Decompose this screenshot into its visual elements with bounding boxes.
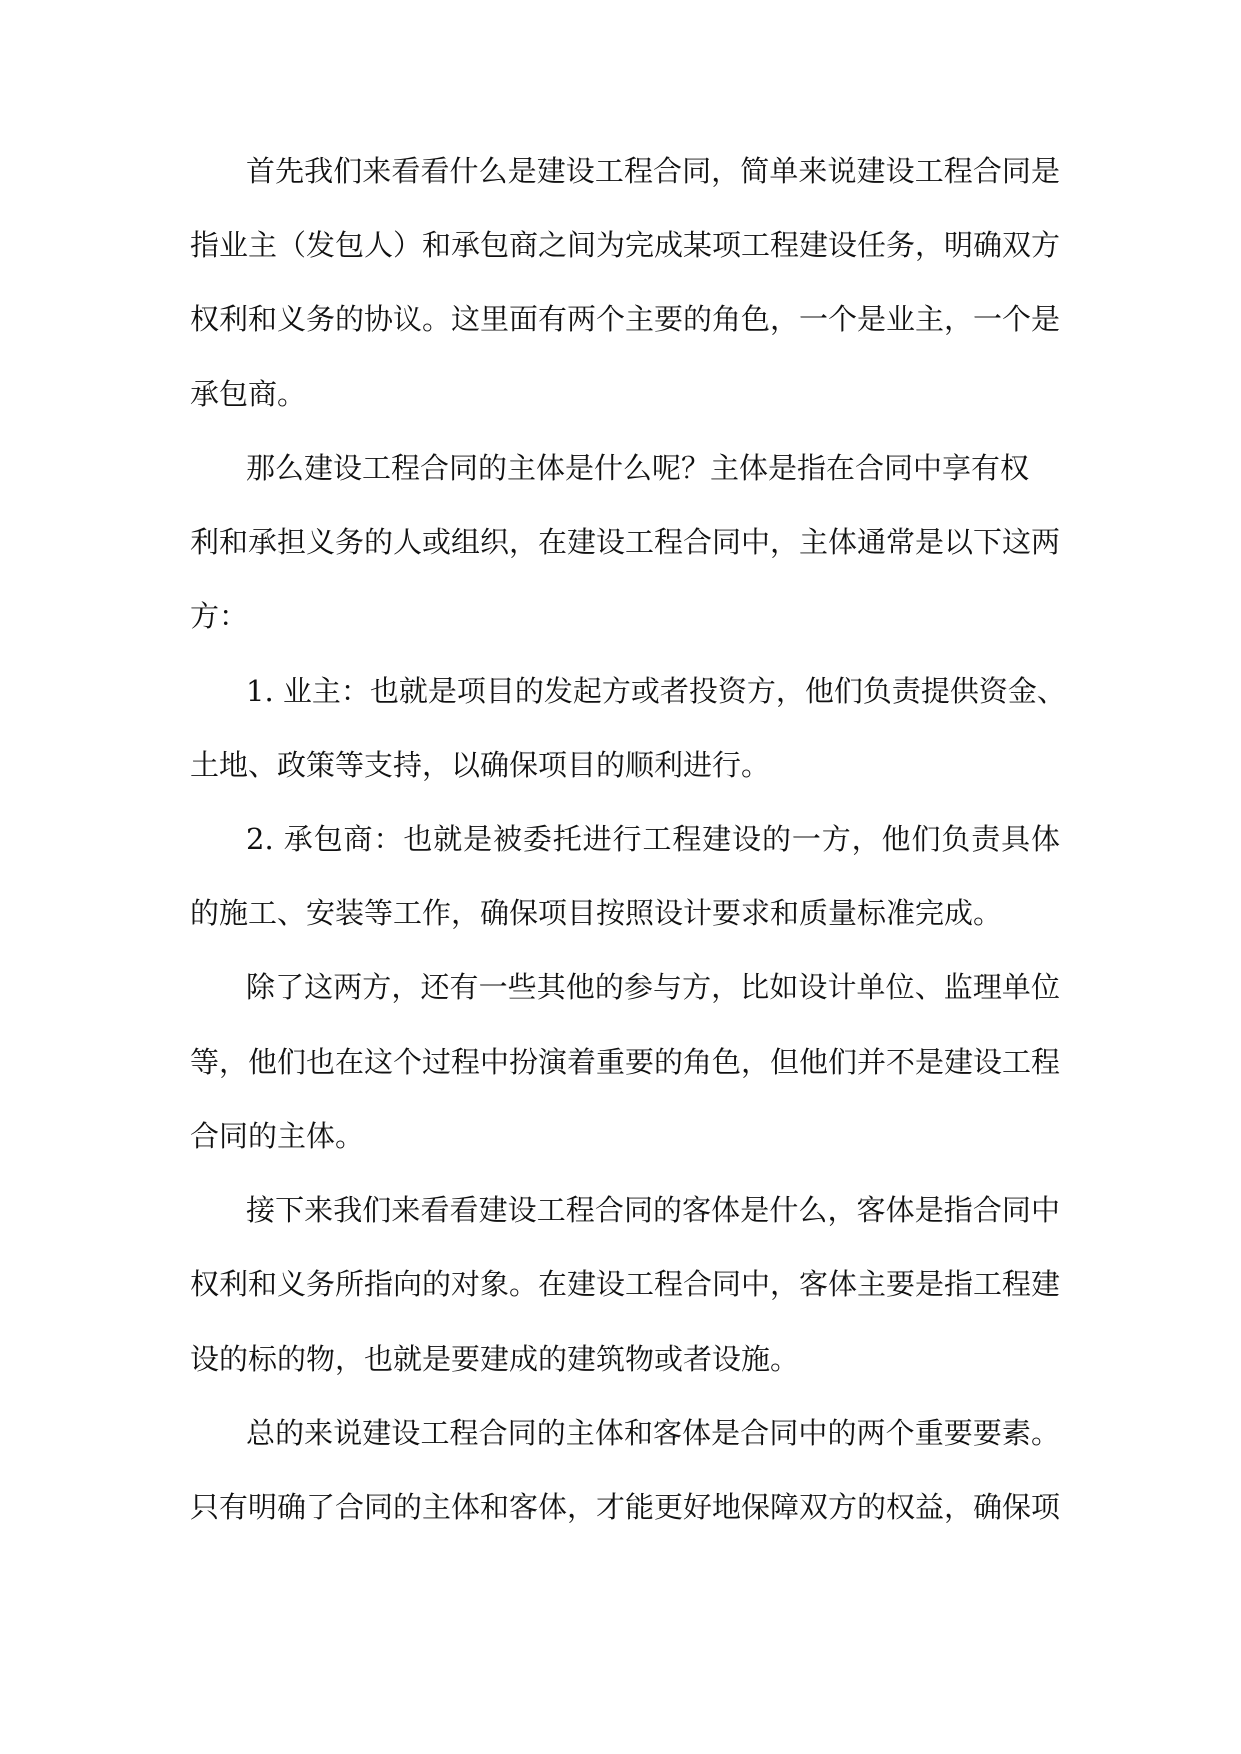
paragraph-1-line-1: 首先我们来看看什么是建设工程合同，简单来说建设工程合同是 — [246, 154, 1060, 188]
paragraph-4-line-1: 接下来我们来看看建设工程合同的客体是什么，客体是指合同中 — [246, 1193, 1060, 1227]
paragraph-5-line-2: 只有明确了合同的主体和客体，才能更好地保障双方的权益，确保项 — [190, 1490, 1061, 1524]
paragraph-3-line-1: 除了这两方，还有一些其他的参与方，比如设计单位、监理单位 — [246, 970, 1060, 1004]
list-item-1-line-1: 1. 业主：也就是项目的发起方或者投资方，他们负责提供资金、 — [246, 674, 1066, 708]
paragraph-1-line-4: 承包商。 — [190, 377, 307, 411]
paragraph-4-line-3: 设的标的物，也就是要建成的建筑物或者设施。 — [190, 1342, 800, 1376]
paragraph-3-line-3: 合同的主体。 — [190, 1119, 365, 1153]
paragraph-4-line-2: 权利和义务所指向的对象。在建设工程合同中，客体主要是指工程建 — [190, 1267, 1061, 1301]
paragraph-1-line-2: 指业主（发包人）和承包商之间为完成某项工程建设任务，明确双方 — [190, 228, 1061, 262]
paragraph-2-line-3: 方： — [190, 599, 249, 633]
list-item-2-line-1: 2. 承包商：也就是被委托进行工程建设的一方，他们负责具体 — [246, 822, 1060, 856]
list-item-1-line-2: 土地、政策等支持，以确保项目的顺利进行。 — [190, 748, 771, 782]
paragraph-1-line-3: 权利和义务的协议。这里面有两个主要的角色，一个是业主，一个是 — [190, 302, 1061, 336]
paragraph-2-line-1: 那么建设工程合同的主体是什么呢？主体是指在合同中享有权 — [246, 451, 1030, 485]
list-item-2-line-2: 的施工、安装等工作，确保项目按照设计要求和质量标准完成。 — [190, 896, 1003, 930]
paragraph-5-line-1: 总的来说建设工程合同的主体和客体是合同中的两个重要要素。 — [246, 1416, 1060, 1450]
paragraph-3-line-2: 等，他们也在这个过程中扮演着重要的角色，但他们并不是建设工程 — [190, 1045, 1061, 1079]
paragraph-2-line-2: 利和承担义务的人或组织，在建设工程合同中，主体通常是以下这两 — [190, 525, 1061, 559]
